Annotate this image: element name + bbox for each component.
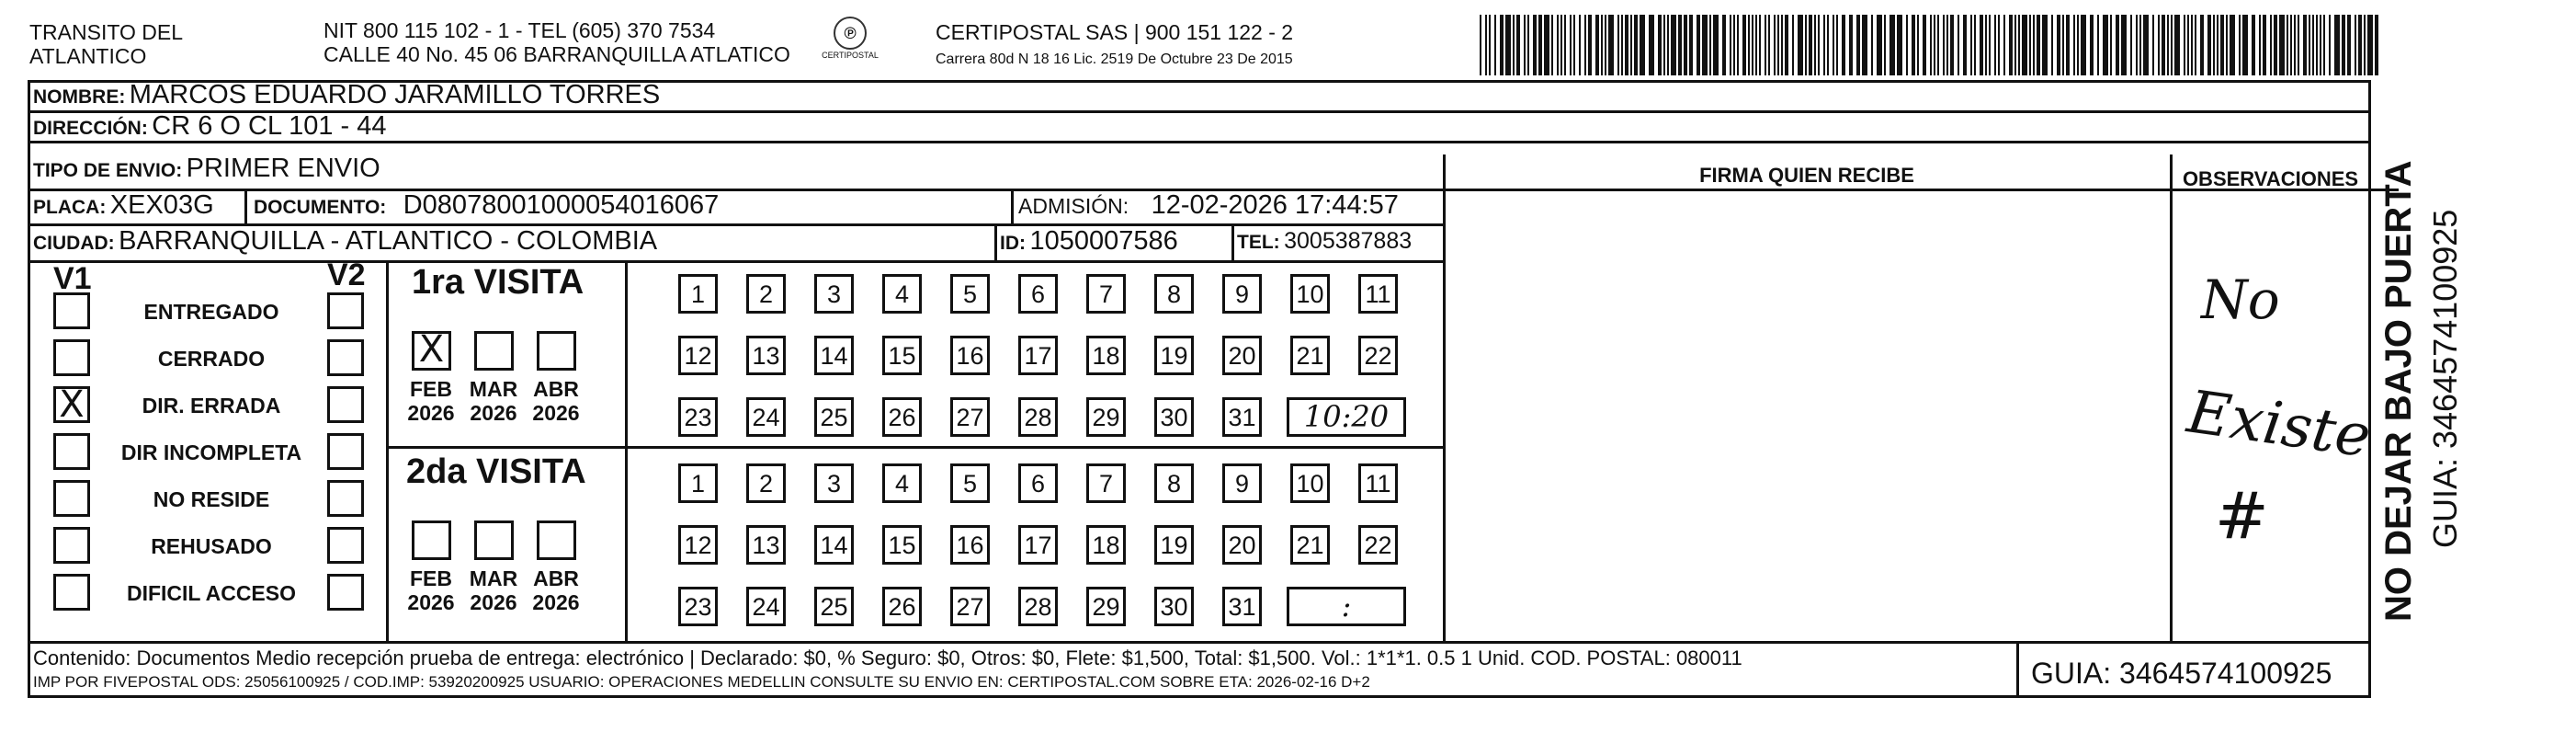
day-box[interactable]: 10 xyxy=(1290,463,1330,503)
contents-line: Contenido: Documentos Medio recepción prueba de entrega: electrónico | Declarado: $0, % Seguro: $0, Otros: $0, Flete: $1,500, Total: $1,500. Vol.: 1*1*1. 0.5 1 Unid. COD. POSTAL: 080011 xyxy=(33,646,1742,669)
day-box[interactable]: 29 xyxy=(1086,587,1126,626)
month-label: FEB 2026 xyxy=(407,377,455,425)
day-box[interactable]: 8 xyxy=(1154,463,1194,503)
day-box[interactable]: 1 xyxy=(678,274,718,314)
day-box[interactable]: 25 xyxy=(814,587,854,626)
day-box[interactable]: 25 xyxy=(814,397,854,437)
day-box[interactable]: 15 xyxy=(882,525,922,565)
month-label: ABR 2026 xyxy=(532,377,580,425)
v1-checkbox[interactable] xyxy=(53,574,90,611)
day-box[interactable]: 19 xyxy=(1154,336,1194,375)
day-box[interactable]: 16 xyxy=(950,336,990,375)
plate-value: XEX03G xyxy=(109,190,214,220)
day-box[interactable]: 15 xyxy=(882,336,922,375)
day-box[interactable]: 3 xyxy=(814,463,854,503)
day-box[interactable]: 18 xyxy=(1086,525,1126,565)
observation-note-2: Existe xyxy=(2183,378,2375,472)
v1-checkbox[interactable] xyxy=(53,480,90,517)
plate-field: PLACA: XEX03G xyxy=(33,190,214,220)
day-box[interactable]: 1 xyxy=(678,463,718,503)
v1-checkbox[interactable]: X xyxy=(53,386,90,423)
day-box[interactable]: 12 xyxy=(678,525,718,565)
v1-checkbox[interactable] xyxy=(53,433,90,470)
address-row: DIRECCIÓN: CR 6 O CL 101 - 44 xyxy=(33,111,387,141)
day-box[interactable]: 24 xyxy=(746,397,786,437)
day-box[interactable]: 19 xyxy=(1154,525,1194,565)
day-box[interactable]: 5 xyxy=(950,463,990,503)
reason-label: DIR. ERRADA xyxy=(142,394,281,417)
day-box[interactable]: 16 xyxy=(950,525,990,565)
day-box[interactable]: 22 xyxy=(1358,336,1398,375)
day-box[interactable]: 21 xyxy=(1290,525,1330,565)
id-field: ID: 1050007586 xyxy=(1000,226,1178,256)
name-row: NOMBRE: MARCOS EDUARDO JARAMILLO TORRES xyxy=(33,80,661,109)
tel-field: TEL: 3005387883 xyxy=(1237,228,1413,254)
recipient-name: MARCOS EDUARDO JARAMILLO TORRES xyxy=(129,80,661,109)
day-box[interactable]: 14 xyxy=(814,336,854,375)
day-box[interactable]: 13 xyxy=(746,336,786,375)
month-checkbox[interactable] xyxy=(537,520,576,560)
city-value: BARRANQUILLA - ATLANTICO - COLOMBIA xyxy=(119,226,658,256)
day-box[interactable]: 28 xyxy=(1018,397,1058,437)
document-field: DOCUMENTO: D08078001000054016067 xyxy=(254,190,720,220)
day-box[interactable]: 26 xyxy=(882,587,922,626)
day-box[interactable]: 6 xyxy=(1018,463,1058,503)
day-box[interactable]: 23 xyxy=(678,397,718,437)
month-label: MAR 2026 xyxy=(469,566,518,614)
v2-checkbox[interactable] xyxy=(327,339,364,376)
day-box[interactable]: 7 xyxy=(1086,463,1126,503)
v1-checkbox[interactable] xyxy=(53,527,90,564)
shipment-type-row: TIPO DE ENVIO: PRIMER ENVIO xyxy=(33,154,380,183)
v1-checkbox[interactable] xyxy=(53,339,90,376)
visit-time-field[interactable]: : xyxy=(1287,587,1406,626)
day-box[interactable]: 26 xyxy=(882,397,922,437)
day-box[interactable]: 12 xyxy=(678,336,718,375)
month-checkbox[interactable] xyxy=(474,520,514,560)
day-box[interactable]: 13 xyxy=(746,525,786,565)
month-checkbox[interactable] xyxy=(474,331,514,371)
day-box[interactable]: 8 xyxy=(1154,274,1194,314)
day-box[interactable]: 29 xyxy=(1086,397,1126,437)
month-label: FEB 2026 xyxy=(407,566,455,614)
organization-contact: NIT 800 115 102 - 1 - TEL (605) 370 7534 CALLE 40 No. 45 06 BARRANQUILLA ATLATICO xyxy=(323,18,790,66)
day-box[interactable]: 30 xyxy=(1154,587,1194,626)
v2-checkbox[interactable] xyxy=(327,433,364,470)
id-value: 1050007586 xyxy=(1029,226,1178,256)
v2-checkbox[interactable] xyxy=(327,386,364,423)
day-box[interactable]: 2 xyxy=(746,274,786,314)
day-box[interactable]: 10 xyxy=(1290,274,1330,314)
signature-header: FIRMA QUIEN RECIBE xyxy=(1699,164,1914,187)
day-box[interactable]: 4 xyxy=(882,274,922,314)
v2-checkbox[interactable] xyxy=(327,574,364,611)
day-box[interactable]: 2 xyxy=(746,463,786,503)
month-checkbox[interactable] xyxy=(537,331,576,371)
carrier-info: CERTIPOSTAL SAS | 900 151 122 - 2 Carrera 80d N 18 16 Lic. 2519 De Octubre 23 De 2015 xyxy=(936,20,1294,67)
day-box[interactable]: 23 xyxy=(678,587,718,626)
second-visit-title: 2da VISITA xyxy=(406,452,586,491)
day-box[interactable]: 17 xyxy=(1018,336,1058,375)
day-box[interactable]: 6 xyxy=(1018,274,1058,314)
day-box[interactable]: 31 xyxy=(1222,587,1262,626)
day-box[interactable]: 24 xyxy=(746,587,786,626)
postal-logo-icon: ℗ xyxy=(834,17,867,50)
signature-area[interactable] xyxy=(1446,191,2168,639)
side-guide-number: GUIA: 3464574100925 xyxy=(2426,209,2464,548)
v2-checkbox[interactable] xyxy=(327,527,364,564)
v2-checkbox[interactable] xyxy=(327,292,364,329)
first-visit-title: 1ra VISITA xyxy=(412,263,584,302)
day-box[interactable]: 9 xyxy=(1222,274,1262,314)
day-box[interactable]: 21 xyxy=(1290,336,1330,375)
day-box[interactable]: 31 xyxy=(1222,397,1262,437)
day-box[interactable]: 22 xyxy=(1358,525,1398,565)
month-checkbox[interactable]: X xyxy=(412,331,451,371)
admission-field: ADMISIÓN: 12-02-2026 17:44:57 xyxy=(1018,190,1399,220)
city-field: CIUDAD: BARRANQUILLA - ATLANTICO - COLOMBIA xyxy=(33,226,658,256)
observation-note-3: # xyxy=(2215,478,2269,554)
day-box[interactable]: 20 xyxy=(1222,525,1262,565)
day-box[interactable]: 3 xyxy=(814,274,854,314)
day-box[interactable]: 4 xyxy=(882,463,922,503)
reason-label: CERRADO xyxy=(157,347,266,371)
print-line: IMP POR FIVEPOSTAL ODS: 25056100925 / COD.IMP: 53920200925 USUARIO: OPERACIONES MEDELLIN CONSULTE SU ENVIO EN: CERTIPOSTAL.COM SOBRE ETA: 2026-02-16 D+2 xyxy=(33,673,1370,691)
shipment-type: PRIMER ENVIO xyxy=(186,154,380,183)
day-box[interactable]: 5 xyxy=(950,274,990,314)
barcode xyxy=(1480,15,2380,75)
day-box[interactable]: 11 xyxy=(1358,463,1398,503)
observations-header: OBSERVACIONES xyxy=(2182,167,2359,190)
day-box[interactable]: 28 xyxy=(1018,587,1058,626)
day-box[interactable]: 14 xyxy=(814,525,854,565)
day-box[interactable]: 27 xyxy=(950,397,990,437)
day-box[interactable]: 11 xyxy=(1358,274,1398,314)
v1-header: V1 xyxy=(53,261,92,296)
certipostal-logo: ℗ CERTIPOSTAL xyxy=(809,17,891,67)
recipient-address: CR 6 O CL 101 - 44 xyxy=(152,111,387,141)
day-box[interactable]: 17 xyxy=(1018,525,1058,565)
organization-name: TRANSITO DEL ATLANTICO xyxy=(29,20,183,68)
month-label: MAR 2026 xyxy=(469,377,518,425)
footer-guide-number: GUIA: 3464574100925 xyxy=(2031,657,2332,690)
day-box[interactable]: 30 xyxy=(1154,397,1194,437)
day-box[interactable]: 18 xyxy=(1086,336,1126,375)
v2-checkbox[interactable] xyxy=(327,480,364,517)
day-box[interactable]: 27 xyxy=(950,587,990,626)
day-box[interactable]: 7 xyxy=(1086,274,1126,314)
reason-label: DIR INCOMPLETA xyxy=(120,440,302,464)
reason-label: DIFICIL ACCESO xyxy=(126,581,296,605)
visit-time-field[interactable]: 10:20 xyxy=(1287,397,1406,437)
day-box[interactable]: 9 xyxy=(1222,463,1262,503)
day-box[interactable]: 20 xyxy=(1222,336,1262,375)
tel-value: 3005387883 xyxy=(1284,228,1413,254)
document-value: D08078001000054016067 xyxy=(403,190,720,220)
reason-label: NO RESIDE xyxy=(153,487,270,511)
month-checkbox[interactable] xyxy=(412,520,451,560)
reason-label: ENTREGADO xyxy=(143,300,279,324)
v2-header: V2 xyxy=(327,257,366,292)
month-label: ABR 2026 xyxy=(532,566,580,614)
reason-label: REHUSADO xyxy=(151,534,272,558)
observation-note-1: No xyxy=(2201,269,2280,331)
v1-checkbox[interactable] xyxy=(53,292,90,329)
side-instruction: NO DEJAR BAJO PUERTA xyxy=(2378,160,2419,622)
admission-value: 12-02-2026 17:44:57 xyxy=(1151,190,1399,220)
